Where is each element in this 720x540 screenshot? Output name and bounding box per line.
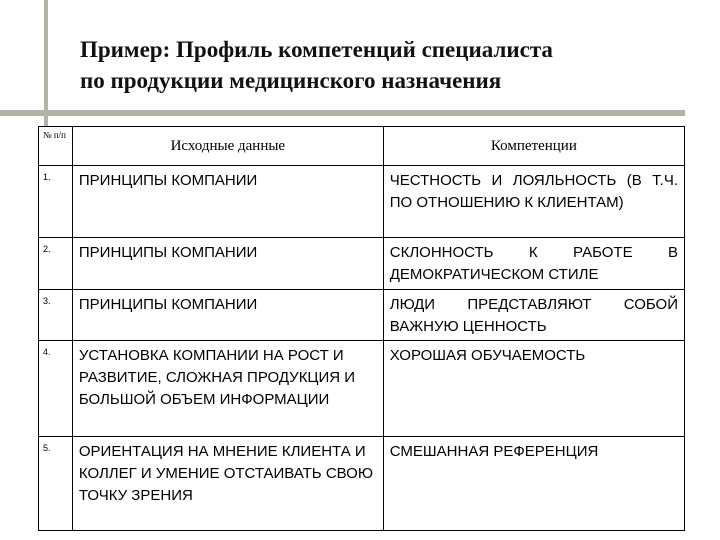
row-number: 1. (39, 166, 73, 238)
header-number: № п/п (39, 127, 73, 166)
row-number: 4. (39, 341, 73, 437)
title-line-2: по продукции медицинского назначения (80, 68, 502, 93)
row-number: 5. (39, 437, 73, 531)
row-number: 2. (39, 238, 73, 290)
table-row (39, 166, 685, 238)
table-row (39, 290, 685, 341)
table-row (39, 341, 685, 437)
row-competency: ЧЕСТНОСТЬ И ЛОЯЛЬНОСТЬ (В Т.Ч. ПО ОТНОШЕНИЮ К КЛИЕНТАМ) (383, 166, 684, 238)
row-source-data: ПРИНЦИПЫ КОМПАНИИ (72, 290, 383, 341)
table-row (39, 238, 685, 290)
row-competency: ХОРОШАЯ ОБУЧАЕМОСТЬ (383, 341, 684, 437)
row-source-data: УСТАНОВКА КОМПАНИИ НА РОСТ И РАЗВИТИЕ, СЛОЖНАЯ ПРОДУКЦИЯ И БОЛЬШОЙ ОБЪЕМ ИНФОРМАЦИИ (72, 341, 383, 437)
table-header-row (39, 127, 685, 166)
row-source-data: ОРИЕНТАЦИЯ НА МНЕНИЕ КЛИЕНТА И КОЛЛЕГ И УМЕНИЕ ОТСТАИВАТЬ СВОЮ ТОЧКУ ЗРЕНИЯ (72, 437, 383, 531)
row-source-data: ПРИНЦИПЫ КОМПАНИИ (72, 238, 383, 290)
competency-profile-table (38, 126, 685, 531)
header-competencies: Компетенции (383, 127, 684, 166)
row-source-data: ПРИНЦИПЫ КОМПАНИИ (72, 166, 383, 238)
row-competency: ЛЮДИ ПРЕДСТАВЛЯЮТ СОБОЙ ВАЖНУЮ ЦЕННОСТЬ (383, 290, 684, 341)
row-number: 3. (39, 290, 73, 341)
title-line-1: Пример: Профиль компетенций специалиста (80, 37, 553, 62)
header-source-data: Исходные данные (72, 127, 383, 166)
decorative-horizontal-bar (0, 110, 685, 116)
table-row (39, 437, 685, 531)
row-competency: СМЕШАННАЯ РЕФЕРЕНЦИЯ (383, 437, 684, 531)
slide-title (80, 34, 700, 96)
row-competency: СКЛОННОСТЬ К РАБОТЕ В ДЕМОКРАТИЧЕСКОМ СТИЛЕ (383, 238, 684, 290)
